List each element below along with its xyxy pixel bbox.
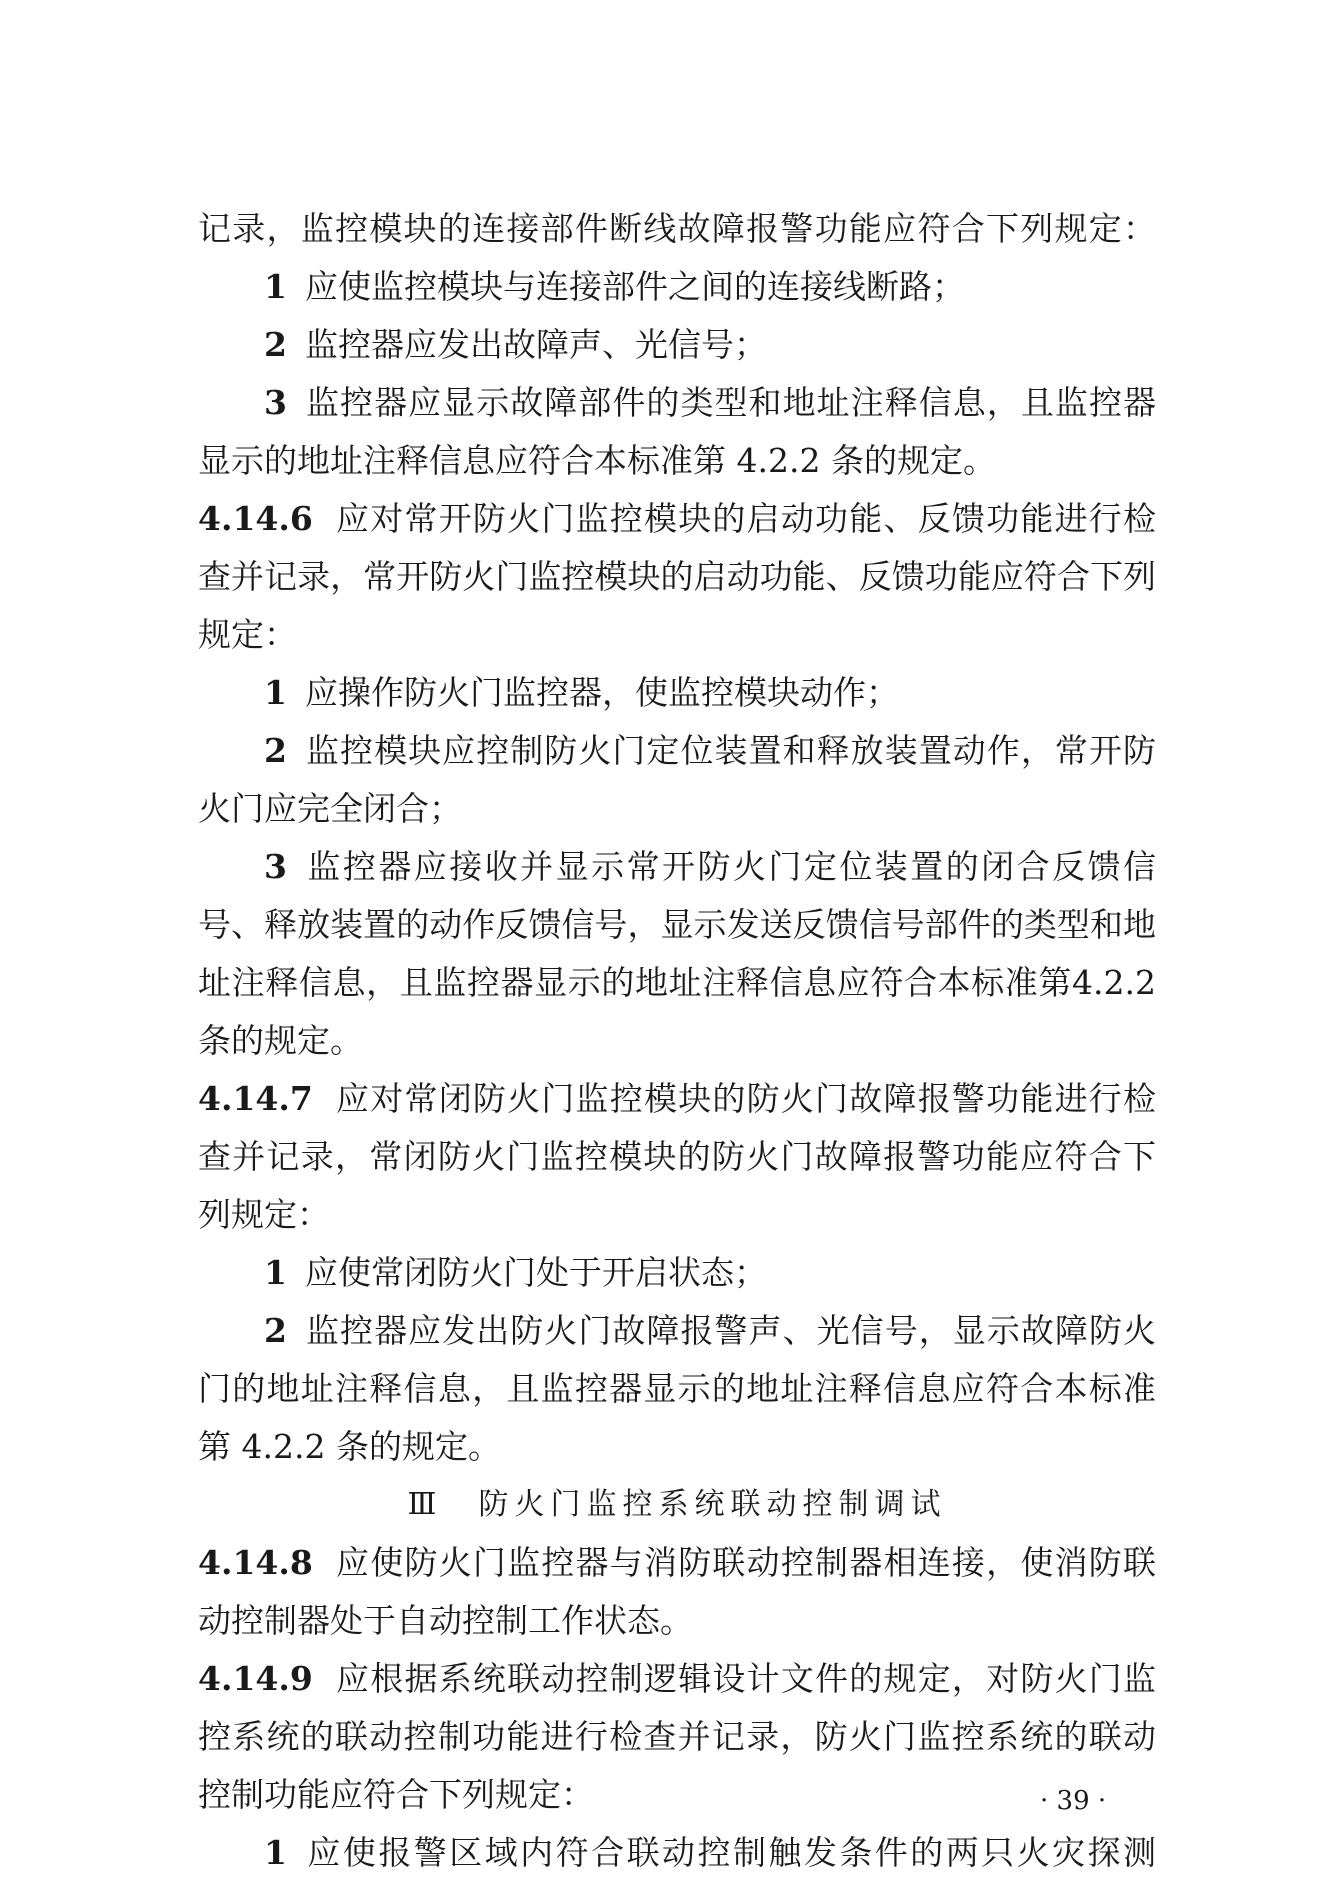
text-line: 条的规定。 xyxy=(198,1021,363,1060)
list-item: 2 监控器应发出故障声、光信号； xyxy=(264,325,767,364)
text-line: 控系统的联动控制功能进行检查并记录，防火门监控系统的联动 xyxy=(198,1717,1156,1756)
text-line: 动控制器处于自动控制工作状态。 xyxy=(198,1601,693,1640)
clause-heading: 4.14.8 应使防火门监控器与消防联动控制器相连接，使消防联 xyxy=(198,1543,1156,1582)
clause-heading: 4.14.6 应对常开防火门监控模块的启动功能、反馈功能进行检 xyxy=(198,499,1156,538)
list-item: 1 应操作防火门监控器，使监控模块动作； xyxy=(264,673,899,712)
list-item: 1 应使报警区域内符合联动控制触发条件的两只火灾探测 xyxy=(264,1833,1156,1872)
item-number: 2 xyxy=(264,325,287,364)
text-line: 门的地址注释信息，且监控器显示的地址注释信息应符合本标准 xyxy=(198,1369,1156,1408)
clause-heading: 4.14.9 应根据系统联动控制逻辑设计文件的规定，对防火门监 xyxy=(198,1659,1156,1698)
item-number: 2 xyxy=(264,731,287,770)
text-line: 记录，监控模块的连接部件断线故障报警功能应符合下列规定： xyxy=(198,209,1156,248)
item-number: 1 xyxy=(264,673,287,712)
text-line: 第 4.2.2 条的规定。 xyxy=(198,1427,501,1466)
item-number: 1 xyxy=(264,267,287,306)
text-line: 规定： xyxy=(198,615,297,654)
text-line: 控制功能应符合下列规定： xyxy=(198,1775,594,1814)
list-item: 3 监控器应显示故障部件的类型和地址注释信息，且监控器 xyxy=(264,383,1156,422)
text-line: 火门应完全闭合； xyxy=(198,789,462,828)
text-line: 查并记录，常闭防火门监控模块的防火门故障报警功能应符合下 xyxy=(198,1137,1156,1176)
clause-heading: 4.14.7 应对常闭防火门监控模块的防火门故障报警功能进行检 xyxy=(198,1079,1156,1118)
item-number: 2 xyxy=(264,1311,287,1350)
item-number: 1 xyxy=(264,1253,287,1292)
text-line: 显示的地址注释信息应符合本标准第 4.2.2 条的规定。 xyxy=(198,441,996,480)
page-number: · 39 · xyxy=(1040,1786,1107,1816)
text-line: 址注释信息，且监控器显示的地址注释信息应符合本标准第4.2.2 xyxy=(198,963,1156,1002)
clause-number: 4.14.8 xyxy=(198,1543,313,1582)
text-line: 列规定： xyxy=(198,1195,330,1234)
text-line: 查并记录，常开防火门监控模块的启动功能、反馈功能应符合下列 xyxy=(198,557,1156,596)
page-body xyxy=(198,200,1156,1882)
clause-number: 4.14.7 xyxy=(198,1079,313,1118)
item-number: 1 xyxy=(264,1833,287,1872)
list-item: 1 应使监控模块与连接部件之间的连接线断路； xyxy=(264,267,965,306)
section-title: Ⅲ 防火门监控系统联动控制调试 xyxy=(407,1487,947,1522)
clause-number: 4.14.6 xyxy=(198,499,313,538)
list-item: 1 应使常闭防火门处于开启状态； xyxy=(264,1253,767,1292)
item-number: 3 xyxy=(264,847,287,886)
list-item: 2 监控器应发出防火门故障报警声、光信号，显示故障防火 xyxy=(264,1311,1156,1350)
text-line: 号、释放装置的动作反馈信号，显示发送反馈信号部件的类型和地 xyxy=(198,905,1156,944)
item-number: 3 xyxy=(264,383,287,422)
clause-number: 4.14.9 xyxy=(198,1659,313,1698)
list-item: 2 监控模块应控制防火门定位装置和释放装置动作，常开防 xyxy=(264,731,1156,770)
list-item: 3 监控器应接收并显示常开防火门定位装置的闭合反馈信 xyxy=(264,847,1156,886)
